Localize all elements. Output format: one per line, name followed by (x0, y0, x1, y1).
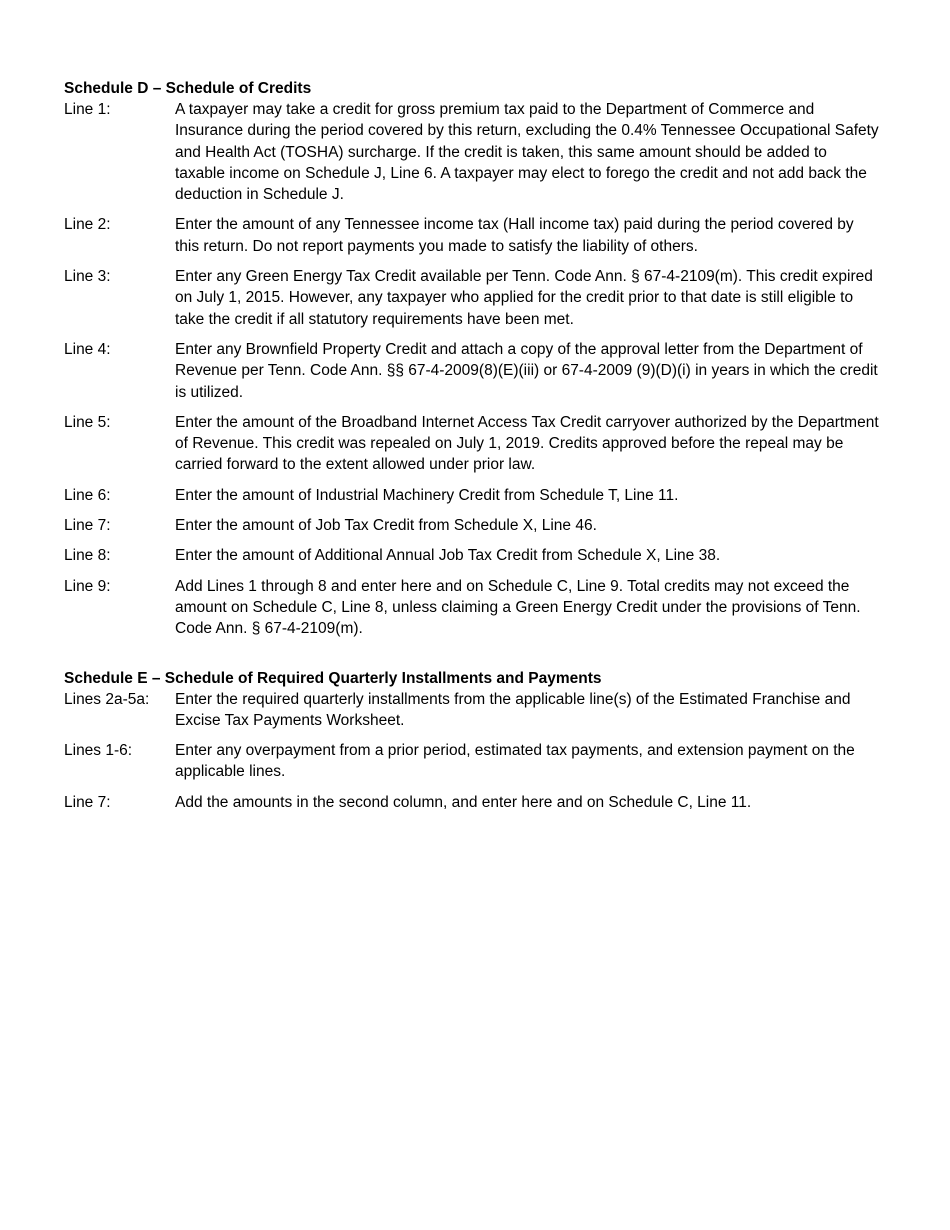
schedule-d-lines (64, 99, 880, 640)
schedule-d-line-8 (64, 545, 880, 566)
schedule-e-title: Schedule E – Schedule of Required Quarterly Installments and Payments (64, 669, 602, 687)
schedule-e-section (64, 668, 880, 813)
schedule-e-lines-1-6 (64, 740, 880, 783)
schedule-e-line-7 (64, 792, 880, 813)
line-instruction: Enter the amount of the Broadband Internet Access Tax Credit carryover authorized by the Department of Revenue. This credit was repealed on July 1, 2019. Credits approved before the repeal may be carried forward to the extent allowed under prior law. (175, 413, 879, 474)
line-instruction: Enter any overpayment from a prior period, estimated tax payments, and extension payment on the applicable lines. (175, 742, 855, 781)
line-instruction: A taxpayer may take a credit for gross premium tax paid to the Department of Commerce and Insurance during the period covered by this return, excluding the 0.4% Tennessee Occupational Safety and Health Act (TOSHA) surcharge. If the credit is taken, this same amount should be added to taxable income on Schedule J, Line 6. A taxpayer may elect to forego the credit and not add back the deduction in Schedule J. (175, 101, 879, 204)
line-instruction: Add the amounts in the second column, and enter here and on Schedule C, Line 11. (175, 793, 752, 811)
line-instruction: Enter any Green Energy Tax Credit available per Tenn. Code Ann. § 67-4-2109(m). This credit expired on July 1, 2015. However, any taxpayer who applied for the credit prior to that date is still eligible to take the credit if all statutory requirements have been met. (175, 268, 873, 328)
schedule-d-title: Schedule D – Schedule of Credits (64, 80, 312, 97)
line-instruction: Enter the amount of Additional Annual Job Tax Credit from Schedule X, Line 38. (175, 547, 721, 565)
schedule-d-line-4 (64, 339, 880, 403)
line-instruction: Enter the amount of Industrial Machinery Credit from Schedule T, Line 11. (175, 486, 679, 504)
line-label: Line 6: (64, 486, 111, 504)
line-label: Line 1: (64, 101, 111, 118)
line-label: Line 7: (64, 793, 111, 811)
schedule-d-line-5 (64, 412, 880, 476)
schedule-d-line-9 (64, 576, 880, 640)
schedule-d-line-7 (64, 515, 880, 536)
schedule-d-section (64, 78, 880, 640)
line-label: Lines 2a-5a: (64, 690, 150, 708)
line-label: Line 8: (64, 547, 111, 565)
line-label: Line 9: (64, 577, 111, 595)
line-instruction: Add Lines 1 through 8 and enter here and on Schedule C, Line 9. Total credits may not exceed the amount on Schedule C, Line 8, unless claiming a Green Energy Credit under the provisions of Tenn. Code Ann. § 67-4-2109(m). (175, 577, 861, 638)
schedule-d-line-2 (64, 214, 880, 257)
schedule-e-lines (64, 689, 880, 813)
line-label: Lines 1-6: (64, 742, 133, 760)
line-label: Line 7: (64, 517, 111, 535)
schedule-e-lines-2a-5a (64, 689, 880, 732)
line-label: Line 4: (64, 340, 111, 358)
line-label: Line 2: (64, 216, 111, 234)
line-label: Line 3: (64, 268, 111, 286)
line-label: Line 5: (64, 413, 111, 431)
line-instruction: Enter the amount of Job Tax Credit from Schedule X, Line 46. (175, 517, 597, 535)
schedule-d-line-1 (64, 99, 880, 205)
schedule-d-line-3 (64, 266, 880, 330)
line-instruction: Enter any Brownfield Property Credit and attach a copy of the approval letter from the Department of Revenue per Tenn. Code Ann. §§ 67-4-2009(8)(E)(iii) or 67-4-2009 (9)(D)(i) in years in which the credit is utilized. (175, 340, 878, 401)
schedule-d-line-6 (64, 485, 880, 506)
line-instruction: Enter the required quarterly installments from the applicable line(s) of the Estimated Franchise and Excise Tax Payments Worksheet. (175, 690, 851, 729)
line-instruction: Enter the amount of any Tennessee income tax (Hall income tax) paid during the period covered by this return. Do not report payments you made to satisfy the liability of others. (175, 216, 854, 255)
